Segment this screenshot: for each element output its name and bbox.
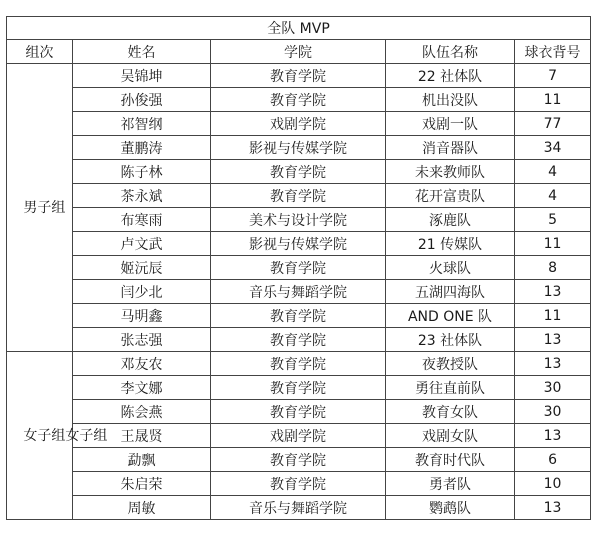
table-row — [7, 376, 591, 400]
cell-jersey-number: 4 — [515, 160, 591, 184]
cell-college: 影视与传媒学院 — [211, 232, 386, 256]
cell-jersey-number: 77 — [515, 112, 591, 136]
table-row — [7, 160, 591, 184]
cell-jersey-number: 5 — [515, 208, 591, 232]
cell-team: 勇往直前队 — [386, 376, 515, 400]
cell-college: 教育学院 — [211, 472, 386, 496]
cell-college: 教育学院 — [211, 88, 386, 112]
cell-jersey-number: 8 — [515, 256, 591, 280]
cell-name: 陈子林 — [73, 160, 211, 184]
header-team: 队伍名称 — [386, 40, 515, 64]
header-row — [7, 40, 591, 64]
cell-jersey-number: 10 — [515, 472, 591, 496]
cell-college: 教育学院 — [211, 448, 386, 472]
cell-name: 李文娜 — [73, 376, 211, 400]
cell-college: 教育学院 — [211, 184, 386, 208]
cell-team: 教育时代队 — [386, 448, 515, 472]
table-row — [7, 448, 591, 472]
cell-team: 花开富贵队 — [386, 184, 515, 208]
cell-team: 23 社体队 — [386, 328, 515, 352]
table-row — [7, 472, 591, 496]
table-row — [7, 232, 591, 256]
cell-jersey-number: 13 — [515, 496, 591, 520]
cell-jersey-number: 30 — [515, 400, 591, 424]
cell-college: 教育学院 — [211, 328, 386, 352]
cell-jersey-number: 7 — [515, 64, 591, 88]
group-cell — [7, 352, 108, 520]
table-row — [7, 400, 591, 424]
cell-team: 戏剧一队 — [386, 112, 515, 136]
cell-team: 戏剧女队 — [386, 424, 515, 448]
cell-team: 勇者队 — [386, 472, 515, 496]
table-row — [7, 208, 591, 232]
header-name: 姓名 — [73, 40, 211, 64]
cell-name: 孙俊强 — [73, 88, 211, 112]
cell-team: 消音器队 — [386, 136, 515, 160]
cell-name: 卢文武 — [73, 232, 211, 256]
cell-name: 茶永斌 — [73, 184, 211, 208]
cell-college: 教育学院 — [211, 400, 386, 424]
table-row — [7, 112, 591, 136]
cell-college: 音乐与舞蹈学院 — [211, 496, 386, 520]
cell-college: 教育学院 — [211, 376, 386, 400]
table-row — [7, 88, 591, 112]
cell-jersey-number: 11 — [515, 304, 591, 328]
cell-college: 戏剧学院 — [211, 112, 386, 136]
cell-college: 美术与设计学院 — [211, 208, 386, 232]
table-row — [7, 64, 591, 88]
cell-name: 周敏 — [73, 496, 211, 520]
cell-team: 教育女队 — [386, 400, 515, 424]
cell-college: 教育学院 — [211, 64, 386, 88]
cell-jersey-number: 11 — [515, 232, 591, 256]
group-cell — [7, 64, 73, 352]
cell-jersey-number: 30 — [515, 376, 591, 400]
table-row — [7, 496, 591, 520]
cell-jersey-number: 11 — [515, 88, 591, 112]
table-row — [7, 328, 591, 352]
table-row — [7, 304, 591, 328]
cell-name: 张志强 — [73, 328, 211, 352]
cell-name: 陈会燕 — [73, 400, 211, 424]
cell-college: 音乐与舞蹈学院 — [211, 280, 386, 304]
table-row — [7, 352, 591, 376]
cell-jersey-number: 13 — [515, 424, 591, 448]
table-row — [7, 256, 591, 280]
mvp-table — [6, 16, 591, 520]
cell-jersey-number: 13 — [515, 328, 591, 352]
cell-team: 机出没队 — [386, 88, 515, 112]
cell-name: 姬沅辰 — [73, 256, 211, 280]
cell-college: 教育学院 — [211, 304, 386, 328]
cell-name: 祁智纲 — [73, 112, 211, 136]
cell-name: 王晟贤 — [73, 424, 211, 448]
cell-team: 22 社体队 — [386, 64, 515, 88]
cell-team: 五湖四海队 — [386, 280, 515, 304]
cell-name: 布寒雨 — [73, 208, 211, 232]
header-college: 学院 — [211, 40, 386, 64]
cell-name: 邓友农 — [73, 352, 211, 376]
cell-team: AND ONE 队 — [386, 304, 515, 328]
header-group: 组次 — [7, 40, 73, 64]
cell-team: 夜教授队 — [386, 352, 515, 376]
cell-college: 影视与传媒学院 — [211, 136, 386, 160]
cell-name: 闫少北 — [73, 280, 211, 304]
cell-name: 马明鑫 — [73, 304, 211, 328]
cell-college: 教育学院 — [211, 160, 386, 184]
title-row — [7, 17, 591, 40]
group-label: 男子组 — [23, 199, 66, 216]
header-jersey-number: 球衣背号 — [515, 40, 591, 64]
cell-jersey-number: 34 — [515, 136, 591, 160]
cell-team: 涿鹿队 — [386, 208, 515, 232]
cell-name: 董鹏涛 — [73, 136, 211, 160]
cell-jersey-number: 13 — [515, 280, 591, 304]
cell-jersey-number: 4 — [515, 184, 591, 208]
cell-name: 勐飘 — [73, 448, 211, 472]
cell-team: 火球队 — [386, 256, 515, 280]
cell-name: 朱启荣 — [73, 472, 211, 496]
cell-college: 教育学院 — [211, 256, 386, 280]
cell-team: 未来教师队 — [386, 160, 515, 184]
table-row — [7, 280, 591, 304]
cell-college: 教育学院 — [211, 352, 386, 376]
cell-team: 21 传媒队 — [386, 232, 515, 256]
table-body — [7, 64, 591, 520]
cell-name: 吴锦坤 — [73, 64, 211, 88]
cell-jersey-number: 6 — [515, 448, 591, 472]
cell-team: 鹦鹉队 — [386, 496, 515, 520]
group-label: 女子组女子组 — [23, 427, 108, 444]
cell-college: 戏剧学院 — [211, 424, 386, 448]
table-title: 全队 MVP — [7, 17, 591, 40]
cell-jersey-number: 13 — [515, 352, 591, 376]
table-row — [7, 184, 591, 208]
table-row — [7, 136, 591, 160]
